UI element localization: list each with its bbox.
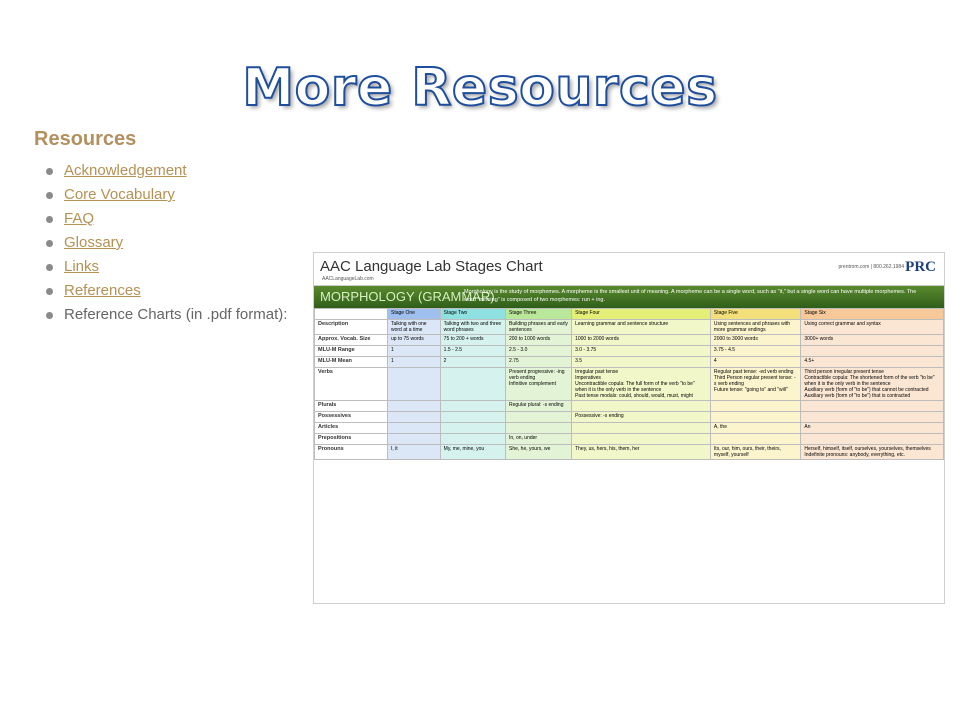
table-cell [440,423,505,434]
table-cell [572,401,711,412]
corner-cell [315,309,388,320]
table-cell: Its, our, him, ours, their, theirs, myself, yourself [710,445,800,460]
bullet-icon [46,264,53,271]
table-cell: 3000+ words [801,335,944,346]
chart-contact: prentrom.com | 800.262.1984 [838,264,904,270]
links-link[interactable]: Links [64,258,100,275]
table-cell: Talking with one word at a time [388,320,441,335]
faq-link[interactable]: FAQ [64,210,95,227]
list-item [30,304,287,328]
references-link[interactable]: References [64,282,141,299]
table-cell [506,412,572,423]
table-cell: 1 [388,357,441,368]
morphology-band [314,286,944,308]
reference-charts-label: Reference Charts (in .pdf format): [64,306,288,323]
table-cell [506,368,572,401]
table-cell [801,412,944,423]
row-label: Verbs [315,368,388,401]
table-cell [572,423,711,434]
table-cell: A, the [710,423,800,434]
table-cell: My, me, mine, you [440,445,505,460]
verb-note: Contractible copula: The shortened form of the verb "to be" when it is the only verb in the sentence [804,375,935,387]
stage-header: Stage One [388,309,441,320]
list-item [30,280,287,304]
table-cell: Building phrases and early sentences [506,320,572,335]
bullet-icon [46,192,53,199]
list-item [30,232,287,256]
table-row [315,445,944,460]
verb-note: Infinitive complement [509,381,556,387]
table-cell: Regular plural: -s ending [506,401,572,412]
table-cell: I, it [388,445,441,460]
bullet-icon [46,312,53,319]
table-row [315,320,944,335]
table-cell [572,434,711,445]
table-cell [710,401,800,412]
verb-note: Present progressive: -ing verb ending [509,369,565,381]
pronoun-note: Indefinite pronouns: anybody, everything, etc. [804,452,905,458]
table-cell: She, he, yours, we [506,445,572,460]
table-row [315,346,944,357]
row-label: Articles [315,423,388,434]
core-vocabulary-link[interactable]: Core Vocabulary [64,186,175,203]
acknowledgement-link[interactable]: Acknowledgement [64,162,187,179]
table-cell: Using sentences and phrases with more grammar endings [710,320,800,335]
table-row [315,412,944,423]
table-cell: They, us, hers, his, them, her [572,445,711,460]
table-row [315,401,944,412]
table-cell [801,434,944,445]
bullet-icon [46,168,53,175]
list-item [30,256,287,280]
table-cell [506,423,572,434]
table-row [315,357,944,368]
table-cell [440,412,505,423]
verb-note: Third person irregular present tense [804,369,884,375]
row-label: Approx. Vocab. Size [315,335,388,346]
table-cell: 3.5 [572,357,711,368]
chart-title: AAC Language Lab Stages Chart [320,258,543,275]
table-row [315,434,944,445]
verb-note: Imperatives [575,375,601,381]
table-cell [388,423,441,434]
table-cell: 2000 to 3000 words [710,335,800,346]
verb-note: Future tense: "going to" and "will" [713,387,788,393]
stage-header: Stage Three [506,309,572,320]
stage-header: Stage Two [440,309,505,320]
stage-header: Stage Five [710,309,800,320]
table-cell [388,412,441,423]
table-cell: Talking with two and three word phrases [440,320,505,335]
table-row [315,309,944,320]
verb-note: Regular past tense: -ed verb ending [713,369,794,375]
table-cell: 3.0 - 3.75 [572,346,711,357]
row-label: Pronouns [315,445,388,460]
table-cell [440,368,505,401]
section-title: MORPHOLOGY (GRAMMAR) [320,289,495,304]
table-cell: Possessive: -s ending [572,412,711,423]
verb-note: Third Person regular present tense: -s verb ending [713,375,796,387]
row-label: Possessives [315,412,388,423]
verb-note: Uncontractible copula: The full form of the verb "to be" when it is the only verb in the sentence [575,381,695,393]
verb-note: Past tense modals: could, should, would, must, might [575,393,693,399]
table-cell: up to 75 words [388,335,441,346]
pronoun-note: Herself, himself, itself, ourselves, yourselves, themselves [804,446,931,452]
table-cell [388,368,441,401]
stage-header: Stage Six [801,309,944,320]
table-cell: 1 [388,346,441,357]
stages-chart-image[interactable] [313,252,945,604]
row-label: MLU-M Range [315,346,388,357]
table-cell: In, on, under [506,434,572,445]
bullet-icon [46,288,53,295]
table-row [315,423,944,434]
bullet-icon [46,240,53,247]
table-cell [801,445,944,460]
table-cell: 2.5 - 3.0 [506,346,572,357]
table-cell: 1.5 - 2.5 [440,346,505,357]
table-cell: An [801,423,944,434]
list-item [30,184,287,208]
stages-table [314,308,944,460]
prc-logo: PRC [905,259,936,275]
table-cell [440,434,505,445]
row-label: MLU-M Mean [315,357,388,368]
resources-heading: Resources [34,128,137,150]
table-cell: Learning grammar and sentence structure [572,320,711,335]
table-row [315,335,944,346]
chart-site: AACLanguageLab.com [322,276,374,282]
stage-header: Stage Four [572,309,711,320]
section-definition: Morphology is the study of morphemes. A morpheme is the smallest unit of meaning. A morpheme can be a single word, such as "it," but a single word can have multiple morphemes. The word "running" is composed of two morphemes: run + ing. [464,289,917,303]
table-cell [801,346,944,357]
row-label: Prepositions [315,434,388,445]
table-cell [710,434,800,445]
resources-list [30,160,287,328]
glossary-link[interactable]: Glossary [64,234,124,251]
table-cell [801,401,944,412]
table-cell: 2 [440,357,505,368]
table-cell: 1000 to 2000 words [572,335,711,346]
table-cell [801,368,944,401]
verb-note: Auxiliary verb (form of "to be") that cannot be contracted [804,387,929,393]
table-cell: 4 [710,357,800,368]
table-row [315,368,944,401]
verb-note: Irregular past tense [575,369,619,375]
table-cell [388,401,441,412]
table-cell: 200 to 1000 words [506,335,572,346]
table-cell: 3.75 - 4.5 [710,346,800,357]
chart-header [314,253,944,286]
list-item [30,160,287,184]
verb-note: Auxiliary verb (form of "to be") that is contracted [804,393,911,399]
table-cell [388,434,441,445]
table-cell [710,368,800,401]
row-label: Description [315,320,388,335]
table-cell: 2.75 [506,357,572,368]
table-cell: 75 to 200 + words [440,335,505,346]
list-item [30,208,287,232]
table-cell [572,368,711,401]
bullet-icon [46,216,53,223]
slide-title: More Resources [242,58,718,118]
table-cell [440,401,505,412]
row-label: Plurals [315,401,388,412]
table-cell [710,412,800,423]
table-cell: 4.5+ [801,357,944,368]
table-cell: Using correct grammar and syntax [801,320,944,335]
